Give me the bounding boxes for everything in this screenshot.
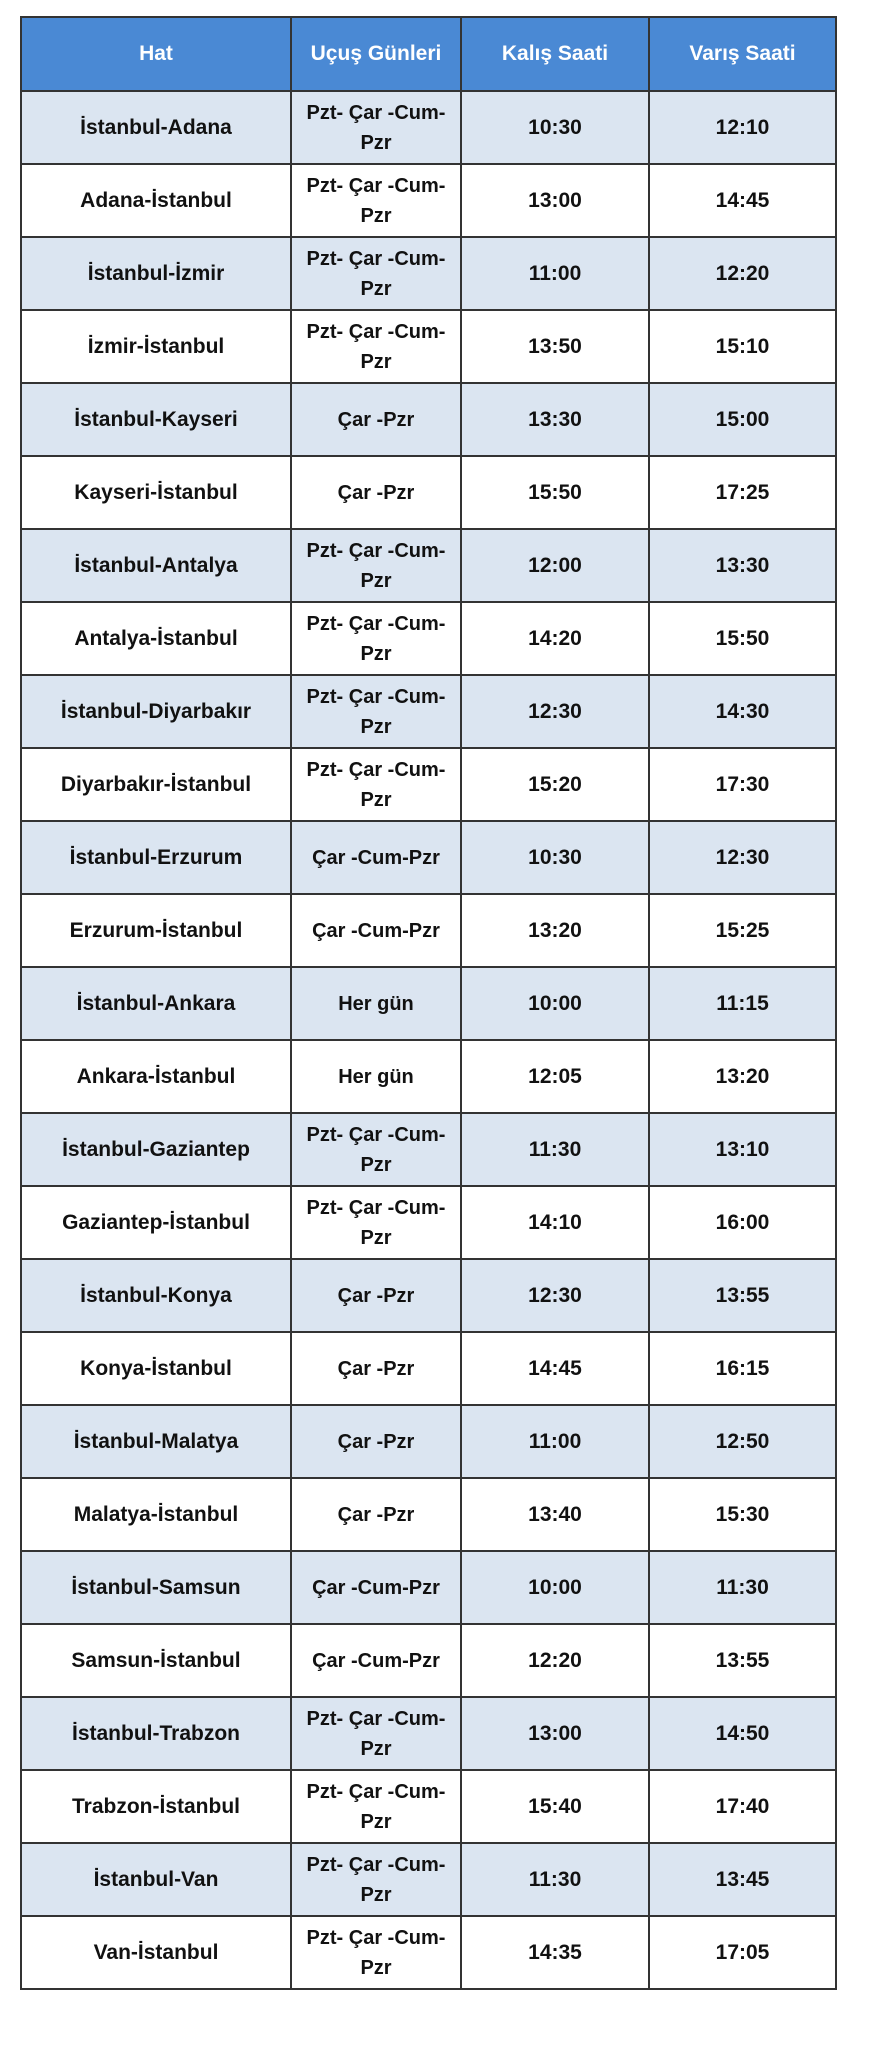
arrival-time-cell: 12:20 <box>649 237 836 310</box>
arrival-time-cell: 13:10 <box>649 1113 836 1186</box>
route-cell: Diyarbakır-İstanbul <box>21 748 291 821</box>
departure-time-cell: 14:35 <box>461 1916 649 1989</box>
arrival-time-cell: 13:55 <box>649 1624 836 1697</box>
departure-time-cell: 15:50 <box>461 456 649 529</box>
route-cell: Malatya-İstanbul <box>21 1478 291 1551</box>
route-cell: Konya-İstanbul <box>21 1332 291 1405</box>
route-cell: Van-İstanbul <box>21 1916 291 1989</box>
departure-time-cell: 13:20 <box>461 894 649 967</box>
arrival-time-cell: 14:50 <box>649 1697 836 1770</box>
flight-days-cell: Çar -Pzr <box>291 1478 461 1551</box>
departure-time-cell: 12:20 <box>461 1624 649 1697</box>
arrival-time-cell: 15:50 <box>649 602 836 675</box>
flight-days-cell: Çar -Pzr <box>291 1332 461 1405</box>
table-row <box>21 1624 836 1697</box>
route-cell: Samsun-İstanbul <box>21 1624 291 1697</box>
table-row <box>21 1259 836 1332</box>
table-row <box>21 1551 836 1624</box>
departure-time-cell: 12:30 <box>461 1259 649 1332</box>
departure-time-cell: 11:00 <box>461 1405 649 1478</box>
departure-time-cell: 11:30 <box>461 1113 649 1186</box>
header-row <box>21 17 836 91</box>
arrival-time-cell: 11:30 <box>649 1551 836 1624</box>
table-row <box>21 894 836 967</box>
flight-days-cell: Çar -Pzr <box>291 456 461 529</box>
departure-time-cell: 12:05 <box>461 1040 649 1113</box>
flight-days-cell: Çar -Cum-Pzr <box>291 894 461 967</box>
flight-days-cell: Çar -Pzr <box>291 383 461 456</box>
departure-time-cell: 10:30 <box>461 821 649 894</box>
departure-time-cell: 11:30 <box>461 1843 649 1916</box>
departure-time-cell: 13:00 <box>461 164 649 237</box>
arrival-time-cell: 15:25 <box>649 894 836 967</box>
departure-time-cell: 12:30 <box>461 675 649 748</box>
departure-time-cell: 13:50 <box>461 310 649 383</box>
flight-days-cell: Pzt- Çar -Cum- Pzr <box>291 1113 461 1186</box>
route-cell: Antalya-İstanbul <box>21 602 291 675</box>
route-cell: İzmir-İstanbul <box>21 310 291 383</box>
flight-days-cell: Pzt- Çar -Cum- Pzr <box>291 1916 461 1989</box>
table-row <box>21 1405 836 1478</box>
flight-days-cell: Pzt- Çar -Cum- Pzr <box>291 164 461 237</box>
arrival-time-cell: 13:45 <box>649 1843 836 1916</box>
arrival-time-cell: 14:30 <box>649 675 836 748</box>
arrival-time-cell: 11:15 <box>649 967 836 1040</box>
route-cell: Erzurum-İstanbul <box>21 894 291 967</box>
flight-days-cell: Pzt- Çar -Cum- Pzr <box>291 675 461 748</box>
table-row <box>21 383 836 456</box>
table-body <box>21 91 836 1989</box>
flight-days-cell: Çar -Cum-Pzr <box>291 1551 461 1624</box>
table-row <box>21 602 836 675</box>
arrival-time-cell: 13:20 <box>649 1040 836 1113</box>
route-cell: Kayseri-İstanbul <box>21 456 291 529</box>
flight-days-cell: Çar -Cum-Pzr <box>291 1624 461 1697</box>
arrival-time-cell: 15:30 <box>649 1478 836 1551</box>
route-cell: İstanbul-Samsun <box>21 1551 291 1624</box>
arrival-time-cell: 17:40 <box>649 1770 836 1843</box>
table-row <box>21 1770 836 1843</box>
table-row <box>21 967 836 1040</box>
table-row <box>21 1332 836 1405</box>
table-row <box>21 164 836 237</box>
table-row <box>21 456 836 529</box>
table-row <box>21 1916 836 1989</box>
table-row <box>21 1186 836 1259</box>
table-row <box>21 675 836 748</box>
route-cell: İstanbul-Gaziantep <box>21 1113 291 1186</box>
table-row <box>21 1113 836 1186</box>
route-cell: İstanbul-Konya <box>21 1259 291 1332</box>
route-cell: İstanbul-Kayseri <box>21 383 291 456</box>
table-row <box>21 1697 836 1770</box>
table-header <box>21 17 836 91</box>
departure-time-cell: 10:00 <box>461 1551 649 1624</box>
flight-days-cell: Her gün <box>291 1040 461 1113</box>
route-cell: Trabzon-İstanbul <box>21 1770 291 1843</box>
departure-time-cell: 12:00 <box>461 529 649 602</box>
header-route: Hat <box>21 17 291 91</box>
departure-time-cell: 10:30 <box>461 91 649 164</box>
route-cell: Gaziantep-İstanbul <box>21 1186 291 1259</box>
arrival-time-cell: 12:50 <box>649 1405 836 1478</box>
departure-time-cell: 14:10 <box>461 1186 649 1259</box>
flight-days-cell: Pzt- Çar -Cum- Pzr <box>291 237 461 310</box>
table-row <box>21 748 836 821</box>
departure-time-cell: 15:20 <box>461 748 649 821</box>
route-cell: İstanbul-Trabzon <box>21 1697 291 1770</box>
flight-schedule-sheet <box>20 16 837 1990</box>
arrival-time-cell: 16:15 <box>649 1332 836 1405</box>
arrival-time-cell: 12:10 <box>649 91 836 164</box>
departure-time-cell: 13:30 <box>461 383 649 456</box>
header-flight-days: Uçuş Günleri <box>291 17 461 91</box>
flight-days-cell: Pzt- Çar -Cum- Pzr <box>291 1186 461 1259</box>
arrival-time-cell: 15:10 <box>649 310 836 383</box>
table-row <box>21 237 836 310</box>
departure-time-cell: 14:45 <box>461 1332 649 1405</box>
flight-days-cell: Pzt- Çar -Cum- Pzr <box>291 748 461 821</box>
flight-days-cell: Pzt- Çar -Cum- Pzr <box>291 1843 461 1916</box>
departure-time-cell: 10:00 <box>461 967 649 1040</box>
route-cell: İstanbul-Van <box>21 1843 291 1916</box>
departure-time-cell: 15:40 <box>461 1770 649 1843</box>
flight-days-cell: Çar -Pzr <box>291 1405 461 1478</box>
table-row <box>21 1478 836 1551</box>
departure-time-cell: 11:00 <box>461 237 649 310</box>
table-row <box>21 310 836 383</box>
table-row <box>21 529 836 602</box>
route-cell: İstanbul-Erzurum <box>21 821 291 894</box>
flight-days-cell: Çar -Pzr <box>291 1259 461 1332</box>
route-cell: İstanbul-Adana <box>21 91 291 164</box>
route-cell: Adana-İstanbul <box>21 164 291 237</box>
arrival-time-cell: 17:05 <box>649 1916 836 1989</box>
route-cell: İstanbul-İzmir <box>21 237 291 310</box>
flight-days-cell: Pzt- Çar -Cum- Pzr <box>291 602 461 675</box>
flight-days-cell: Pzt- Çar -Cum- Pzr <box>291 91 461 164</box>
arrival-time-cell: 14:45 <box>649 164 836 237</box>
route-cell: İstanbul-Ankara <box>21 967 291 1040</box>
flight-days-cell: Çar -Cum-Pzr <box>291 821 461 894</box>
table-row <box>21 1843 836 1916</box>
arrival-time-cell: 17:25 <box>649 456 836 529</box>
header-departure-time: Kalış Saati <box>461 17 649 91</box>
arrival-time-cell: 16:00 <box>649 1186 836 1259</box>
departure-time-cell: 13:40 <box>461 1478 649 1551</box>
arrival-time-cell: 13:55 <box>649 1259 836 1332</box>
arrival-time-cell: 13:30 <box>649 529 836 602</box>
arrival-time-cell: 12:30 <box>649 821 836 894</box>
table-row <box>21 821 836 894</box>
departure-time-cell: 13:00 <box>461 1697 649 1770</box>
flight-days-cell: Pzt- Çar -Cum- Pzr <box>291 529 461 602</box>
table-row <box>21 91 836 164</box>
route-cell: İstanbul-Malatya <box>21 1405 291 1478</box>
flight-schedule-table <box>20 16 837 1990</box>
table-row <box>21 1040 836 1113</box>
route-cell: Ankara-İstanbul <box>21 1040 291 1113</box>
flight-days-cell: Pzt- Çar -Cum- Pzr <box>291 310 461 383</box>
flight-days-cell: Pzt- Çar -Cum- Pzr <box>291 1697 461 1770</box>
flight-days-cell: Pzt- Çar -Cum- Pzr <box>291 1770 461 1843</box>
departure-time-cell: 14:20 <box>461 602 649 675</box>
arrival-time-cell: 17:30 <box>649 748 836 821</box>
route-cell: İstanbul-Diyarbakır <box>21 675 291 748</box>
arrival-time-cell: 15:00 <box>649 383 836 456</box>
route-cell: İstanbul-Antalya <box>21 529 291 602</box>
header-arrival-time: Varış Saati <box>649 17 836 91</box>
flight-days-cell: Her gün <box>291 967 461 1040</box>
